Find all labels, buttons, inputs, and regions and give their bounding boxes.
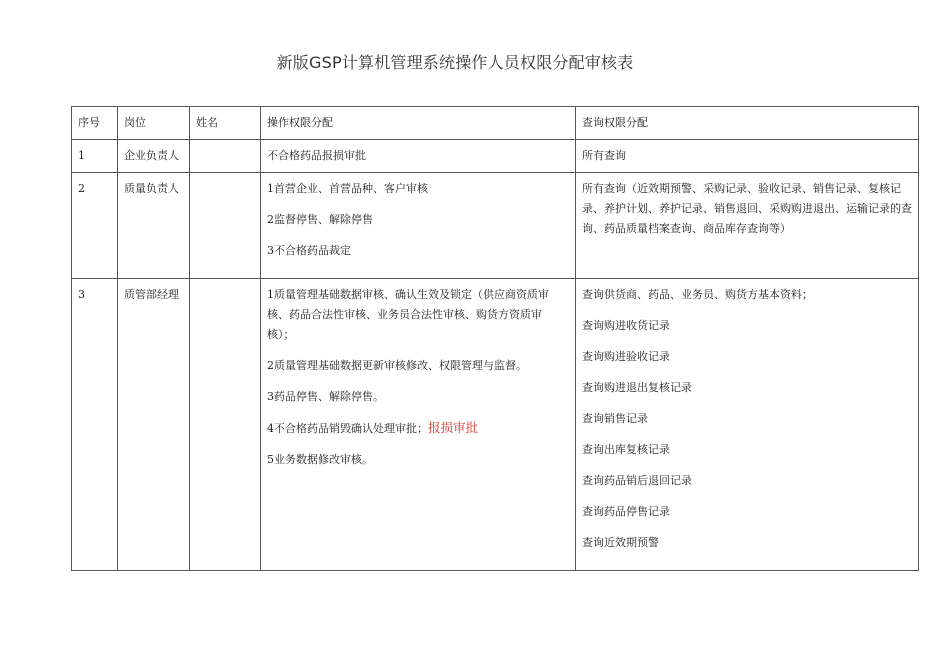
cell-operation: [261, 140, 576, 173]
operation-item: 5业务数据修改审核。: [267, 453, 373, 466]
header-no: 序号: [72, 107, 118, 140]
table-row: [72, 140, 919, 173]
cell-operation: [261, 279, 576, 571]
operation-item-with-note: [267, 418, 569, 439]
header-name: 姓名: [190, 107, 261, 140]
header-operation: 操作权限分配: [261, 107, 576, 140]
cell-no: 3: [72, 279, 118, 571]
query-item: 查询购进收货记录: [582, 319, 670, 332]
cell-post: 质管部经理: [118, 279, 190, 571]
operation-item: 不合格药品报损审批: [267, 149, 366, 162]
cell-no: 1: [72, 140, 118, 173]
cell-query: [576, 140, 919, 173]
query-item: 查询销售记录: [582, 412, 648, 425]
query-item: 查询购进验收记录: [582, 350, 670, 363]
header-query: 查询权限分配: [576, 107, 919, 140]
query-item: 查询药品停售记录: [582, 505, 670, 518]
cell-no: 2: [72, 173, 118, 279]
query-item: 所有查询（近效期预警、采购记录、验收记录、销售记录、复核记录、养护计划、养护记录、销售退回、采购购进退出、运输记录的查询、药品质量档案查询、商品库存查询等）: [582, 182, 912, 235]
table-header-row: [72, 107, 919, 140]
query-item: 查询药品销后退回记录: [582, 474, 692, 487]
operation-item-text: 4不合格药品销毁确认处理审批；: [267, 422, 428, 435]
operation-item: 1首营企业、首营品种、客户审核: [267, 182, 428, 195]
cell-post: 质量负责人: [118, 173, 190, 279]
cell-name: [190, 279, 261, 571]
cell-query: [576, 173, 919, 279]
operation-item: 3药品停售、解除停售。: [267, 390, 384, 403]
cell-operation: [261, 173, 576, 279]
cell-name: [190, 140, 261, 173]
query-item: 查询供货商、药品、业务员、购货方基本资料；: [582, 288, 813, 301]
query-item: 所有查询: [582, 149, 626, 162]
query-item: 查询购进退出复核记录: [582, 381, 692, 394]
operation-item: 2监督停售、解除停售: [267, 213, 373, 226]
table-row: [72, 173, 919, 279]
permission-table: [71, 106, 919, 571]
operation-item: 1质量管理基础数据审核、确认生效及锁定（供应商资质审核、药品合法性审核、业务员合法性审核、购货方资质审核）；: [267, 288, 549, 341]
operation-item: 2质量管理基础数据更新审核修改、权限管理与监督。: [267, 359, 527, 372]
table-row: [72, 279, 919, 571]
cell-post: 企业负责人: [118, 140, 190, 173]
red-annotation: 报损审批: [428, 420, 479, 435]
query-item: 查询出库复核记录: [582, 443, 670, 456]
cell-query: [576, 279, 919, 571]
cell-name: [190, 173, 261, 279]
operation-item: 3不合格药品裁定: [267, 244, 351, 257]
query-item: 查询近效期预警: [582, 536, 659, 549]
header-post: 岗位: [118, 107, 190, 140]
document-title: 新版GSP计算机管理系统操作人员权限分配审核表: [276, 53, 634, 72]
